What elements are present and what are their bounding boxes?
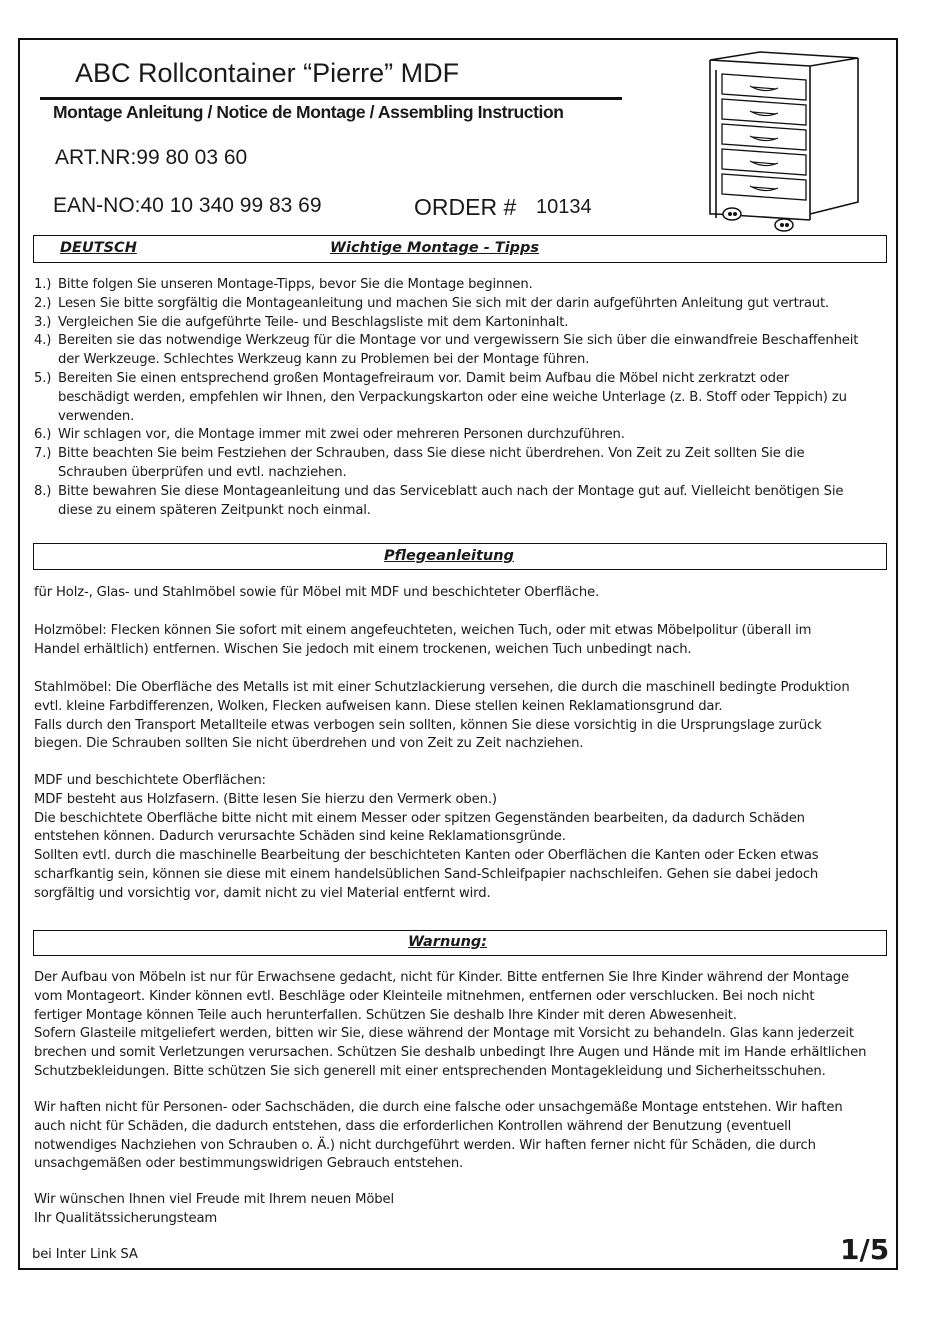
language-label: DEUTSCH [60,240,137,256]
list-item: 8.) Bitte bewahren Sie diese Montageanleitung und das Serviceblatt auch nach der Montage gut auf. Vielleicht benötigen Sie diese zu einem späteren Zeitpunkt noch einmal. [34,483,844,518]
list-item: 7.) Bitte beachten Sie beim Festziehen der Schrauben, dass Sie diese nicht überdrehen. Von Zeit zu Zeit sollten Sie die Schrauben überprüfen und evtl. nachziehen. [34,446,805,480]
list-item: 1.) Bitte folgen Sie unseren Montage-Tipps, bevor Sie die Montage beginnen. [34,277,533,292]
ean-number: EAN-NO:40 10 340 99 83 69 [53,194,322,217]
warning-heading-box [33,930,887,956]
rollcontainer-illustration [700,44,865,236]
warning-heading: Warnung: [408,934,488,950]
care-steel: Stahlmöbel: Die Oberfläche des Metalls ist mit einer Schutzlackierung versehen, die durch die maschinell bedingte Produktion evtl. kleine Farbdifferenzen, Wolken, Flecken aufweisen kann. Diese stellen keinen Reklamationsgrund dar. Falls durch den Transport Metallteile etwas verbogen sein sollten, können Sie diese vorsichtig in die Ursprungslage zurück biegen. Die Schrauben sollten Sie nicht überdrehen und von Zeit zu Zeit nachziehen. [34,680,850,752]
list-item: 3.) Vergleichen Sie die aufgeführte Teile- und Beschlagsliste mit dem Kartoninhalt. [34,314,569,330]
list-item: 2.) Lesen Sie bitte sorgfältig die Montageanleitung und machen Sie sich mit der darin aufgeführten Anleitung gut vertraut. [34,295,830,311]
document-subtitle: Montage Anleitung / Notice de Montage / Assembling Instruction [53,102,564,122]
closing-greeting: Wir wünschen Ihnen viel Freude mit Ihrem neuen Möbel Ihr Qualitätssicherungsteam [34,1192,394,1226]
order-label: ORDER # [414,194,517,220]
warning-children: Der Aufbau von Möbeln ist nur für Erwachsene gedacht, nicht für Kinder. Bitte entfernen Sie Ihre Kinder während der Montage vom Montageort. Kinder können evtl. Beschläge oder Kleinteile mitnehmen, entfernen oder verschlucken. Bei noch nicht fertiger Montage können Teile auch herunterfallen. Schützen Sie deshalb Ihre Kinder mit deren Abwesenheit. Sofern Glasteile mitgeliefert werden, bitten wir Sie, diese während der Montage mit Vorsicht zu behandeln. Glas kann jederzeit brechen und somit Verletzungen verursachen. Schützen Sie deshalb unbedingt Ihre Augen und Hände mit im Hande erhältlichen Schutzbekleidungen. Bitte schützen Sie sich generell mit einer entsprechenden Montagekleidung und Sicherheitsschuhen. [34,970,867,1079]
title-underline [40,97,622,100]
company-footer: bei Inter Link SA [32,1247,138,1262]
article-number: ART.NR:99 80 03 60 [55,146,248,169]
page-number: 1/5 [840,1233,890,1266]
care-intro: für Holz-, Glas- und Stahlmöbel sowie für Möbel mit MDF und beschichteter Oberfläche. [34,585,600,600]
order-number: 10134 [536,196,592,218]
tips-heading-box [33,235,887,263]
tips-heading: Wichtige Montage - Tipps [330,240,540,256]
list-item: 4.) Bereiten sie das notwendige Werkzeug für die Montage vor und vergewissern Sie sich über die einwandfreie Beschaffenheit der Werkzeuge. Schlechtes Werkzeug kann zu Problemen bei der Montage führen. [34,333,859,368]
list-item: 5.) Bereiten Sie einen entsprechend großen Montagefreiraum vor. Damit beim Aufbau die Möbel nicht zerkratzt oder beschädigt werden, empfehlen wir Ihnen, den Verpackungskarton oder eine weiche Unterlage (z. B. Stoff oder Teppich) zu verwenden. [34,370,847,424]
list-item: 6.) Wir schlagen vor, die Montage immer mit zwei oder mehreren Personen durchzuführen. [34,427,625,443]
warning-liability: Wir haften nicht für Personen- oder Sachschäden, die durch eine falsche oder unsachgemäße Montage entstehen. Wir haften auch nicht für Schäden, die dadurch entstehen, dass die erforderlichen Kontrollen während der Benutzung (eventuell notwendiges Nachziehen von Schrauben o. Ä.) nicht durchgeführt werden. Wir haften ferner nicht für Schäden, die durch unsachgemäßen oder bestimmungswidrigen Gebrauch entstehen. [34,1100,843,1172]
care-wood: Holzmöbel: Flecken können Sie sofort mit einem angefeuchteten, weichen Tuch, oder mit etwas Möbelpolitur (überall im Handel erhältlich) entfernen. Wischen Sie jedoch mit einem trockenen, weichen Tuch unbedingt nach. [34,623,812,657]
document-title: ABC Rollcontainer “Pierre” MDF [75,58,460,88]
care-mdf: MDF und beschichtete Oberflächen: MDF besteht aus Holzfasern. (Bitte lesen Sie hierzu den Vermerk oben.) Die beschichtete Oberfläche bitte nicht mit einem Messer oder spitzen Gegenständen bearbeiten, da dadurch Schäden entstehen können. Dadurch verursachte Schäden sind keine Reklamationsgründe. Sollten evtl. durch die maschinelle Bearbeitung der beschichteten Kanten oder Oberflächen die Kanten oder Ecken etwas scharfkantig sein, können sie diese mit einem handelsüblichen Sand-Schleifpapier nachschleifen. Gehen sie dabei jedoch sorgfältig und vorsichtig vor, damit nicht zu viel Material entfernt wird. [34,773,819,901]
care-heading: Pflegeanleitung [384,548,514,564]
tips-list [34,276,858,520]
care-heading-box [33,543,887,570]
